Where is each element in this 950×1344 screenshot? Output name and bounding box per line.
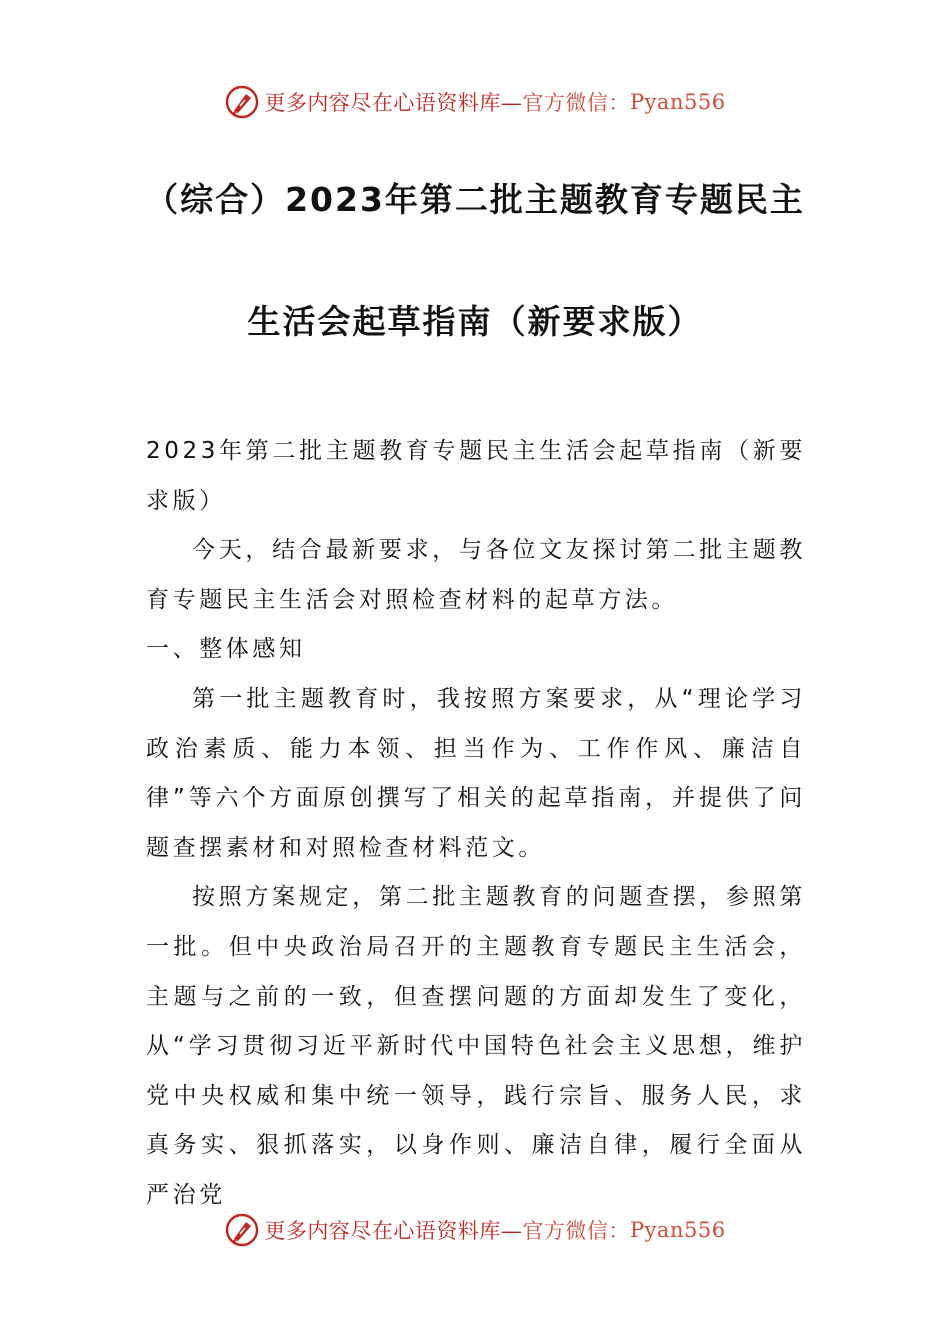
watermark-wechat-label: 官方微信： bbox=[522, 91, 630, 115]
pen-nib-logo-icon bbox=[224, 1212, 260, 1248]
watermark-wechat-id: Pyan556 bbox=[629, 1218, 726, 1242]
header-watermark bbox=[0, 84, 950, 120]
document-title-line1: （综合）2023年第二批主题教育专题民主 bbox=[145, 180, 805, 219]
section-heading: 一、整体感知 bbox=[146, 636, 306, 663]
document-title-line2: 生活会起草指南（新要求版） bbox=[247, 302, 703, 341]
document-body bbox=[146, 427, 806, 1221]
paragraph-second-batch: 按照方案规定，第二批主题教育的问题查摆，参照第一批。但中央政治局召开的主题教育专题民主生活会，主题与之前的一致，但查摆问题的方面却发生了变化，从“学习贯彻习近平新时代中国特色社会主义思想，维护党中央权威和集中统一领导，践行宗旨、服务人民，求真务实、狠抓落实，以身作则、廉洁自律，履行全面从严治党 bbox=[146, 884, 806, 1208]
paragraph-intro: 今天，结合最新要求，与各位文友探讨第二批主题教育专题民主生活会对照检查材料的起草方法。 bbox=[146, 537, 806, 613]
footer-watermark bbox=[0, 1212, 950, 1248]
watermark-wechat-label: 官方微信： bbox=[522, 1219, 630, 1243]
pen-nib-logo-icon bbox=[224, 84, 260, 120]
watermark-text: 更多内容尽在心语资料库— bbox=[264, 1219, 523, 1243]
paragraph-subtitle: 2023年第二批主题教育专题民主生活会起草指南（新要求版） bbox=[146, 438, 806, 514]
watermark-wechat-id: Pyan556 bbox=[629, 90, 726, 114]
watermark-text: 更多内容尽在心语资料库— bbox=[264, 91, 523, 115]
paragraph-first-batch: 第一批主题教育时，我按照方案要求，从“理论学习政治素质、能力本领、担当作为、工作作风、廉洁自律”等六个方面原创撰写了相关的起草指南，并提供了问题查摆素材和对照检查材料范文。 bbox=[146, 685, 806, 861]
